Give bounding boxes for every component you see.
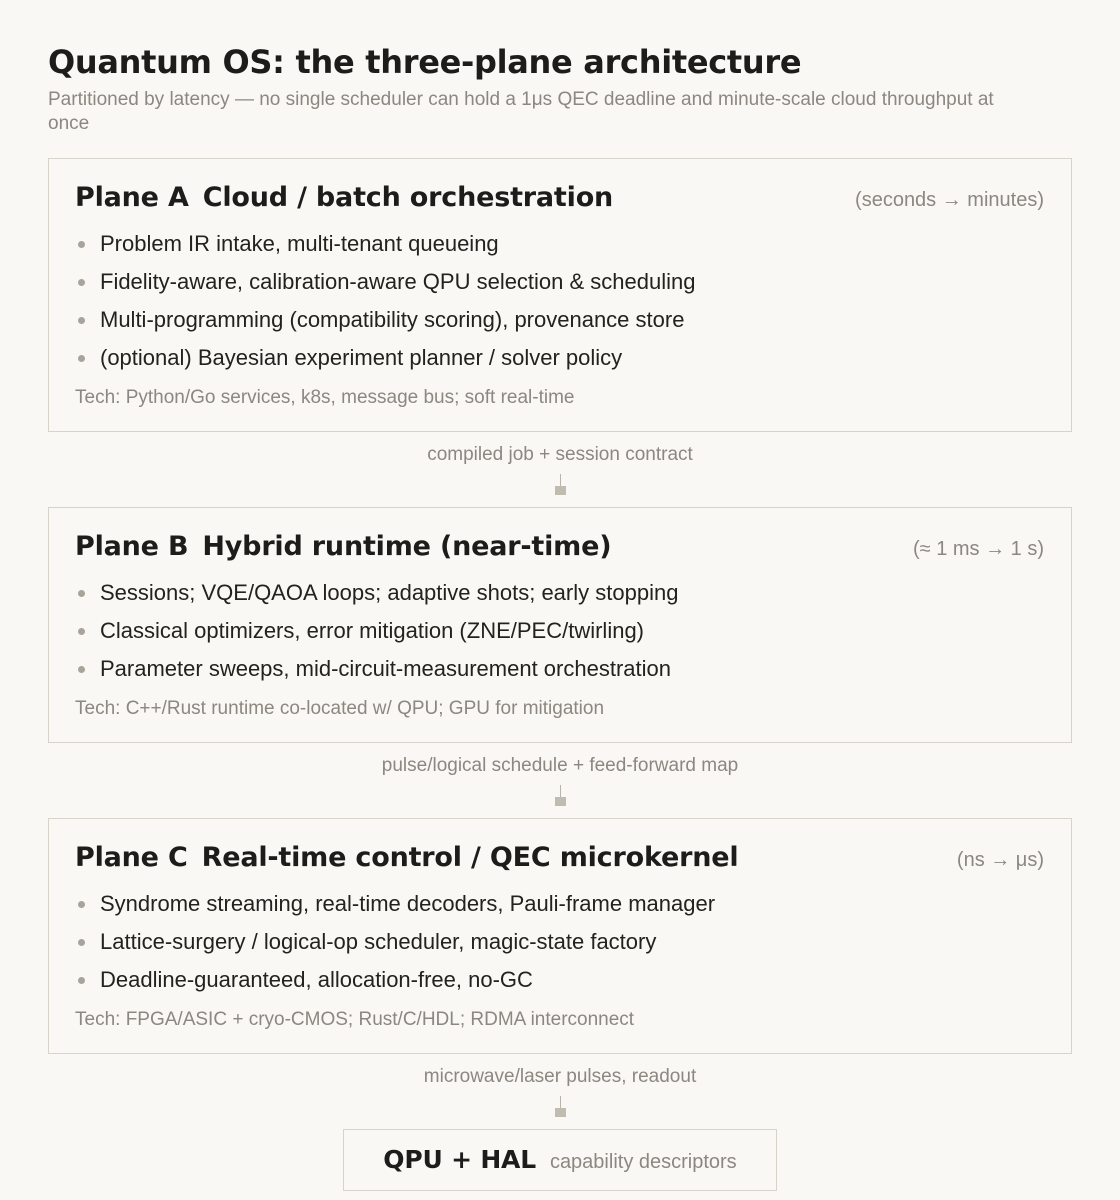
architecture-diagram [48,40,1072,136]
bullet-item: Lattice-surgery / logical-op scheduler, magic-state factory [75,923,1045,961]
bullet-dot-icon [78,901,85,908]
bullet-item: Fidelity-aware, calibration-aware QPU selection & scheduling [75,263,1045,301]
plane-a-id: Plane A [75,182,189,213]
bullet-dot-icon [78,590,85,597]
bullet-item: (optional) Bayesian experiment planner / solver policy [75,339,1045,377]
plane-b-id: Plane B [75,531,189,562]
arrow-down-icon [555,797,566,806]
link-a-to-b-label: compiled job + session contract [427,444,693,465]
plane-c-bullets [49,885,1071,999]
bullet-dot-icon [78,279,85,286]
diagram-title: Quantum OS: the three-plane architecture [48,43,802,81]
bullet-dot-icon [78,939,85,946]
plane-c-id: Plane C [75,842,188,873]
bullet-item: Multi-programming (compatibility scoring), provenance store [75,301,1045,339]
bullet-dot-icon [78,355,85,362]
bullet-item: Parameter sweeps, mid-circuit-measurement orchestration [75,650,1045,688]
plane-a-box [48,158,1072,432]
arrow-down-icon [555,1108,566,1117]
plane-b-bullets [49,574,1071,688]
plane-a-timescale: (seconds → minutes) [855,189,1044,211]
plane-c-name: Real-time control / QEC microkernel [201,842,739,873]
plane-a-bullets [49,225,1071,377]
plane-a-title [75,182,613,213]
qpu-subtitle: capability descriptors [549,1151,737,1173]
arrow-down-icon [555,486,566,495]
bullet-dot-icon [78,317,85,324]
diagram-subtitle: Partitioned by latency — no single scheduler can hold a 1μs QEC deadline and minute-scale cloud throughput at once [48,89,994,134]
qpu-name: QPU + HAL [383,1145,536,1174]
plane-c-tech: Tech: FPGA/ASIC + cryo-CMOS; Rust/C/HDL; RDMA interconnect [75,1009,635,1030]
bullet-dot-icon [78,241,85,248]
plane-a-tech: Tech: Python/Go services, k8s, message bus; soft real-time [75,387,575,408]
bullet-dot-icon [78,628,85,635]
bullet-item: Classical optimizers, error mitigation (ZNE/PEC/twirling) [75,612,1045,650]
bullet-dot-icon [78,977,85,984]
link-c-to-qpu [48,1062,1072,1122]
bullet-item: Sessions; VQE/QAOA loops; adaptive shots; early stopping [75,574,1045,612]
bullet-item: Deadline-guaranteed, allocation-free, no-GC [75,961,1045,999]
plane-c-title [75,842,738,873]
bullet-item: Syndrome streaming, real-time decoders, Pauli-frame manager [75,885,1045,923]
plane-c-box [48,818,1072,1054]
link-c-to-qpu-label: microwave/laser pulses, readout [423,1066,697,1087]
bullet-dot-icon [78,666,85,673]
plane-b-box [48,507,1072,743]
link-b-to-c [48,751,1072,811]
plane-b-name: Hybrid runtime (near-time) [202,531,612,562]
plane-b-tech: Tech: C++/Rust runtime co-located w/ QPU; GPU for mitigation [75,698,605,719]
bullet-item: Problem IR intake, multi-tenant queueing [75,225,1045,263]
link-b-to-c-label: pulse/logical schedule + feed-forward map [381,755,739,776]
plane-a-name: Cloud / batch orchestration [202,182,614,213]
qpu-hal-box [343,1129,777,1191]
link-a-to-b [48,440,1072,500]
plane-b-title [75,531,611,562]
plane-b-timescale: (≈ 1 ms → 1 s) [913,538,1044,560]
plane-c-timescale: (ns → μs) [956,849,1044,871]
